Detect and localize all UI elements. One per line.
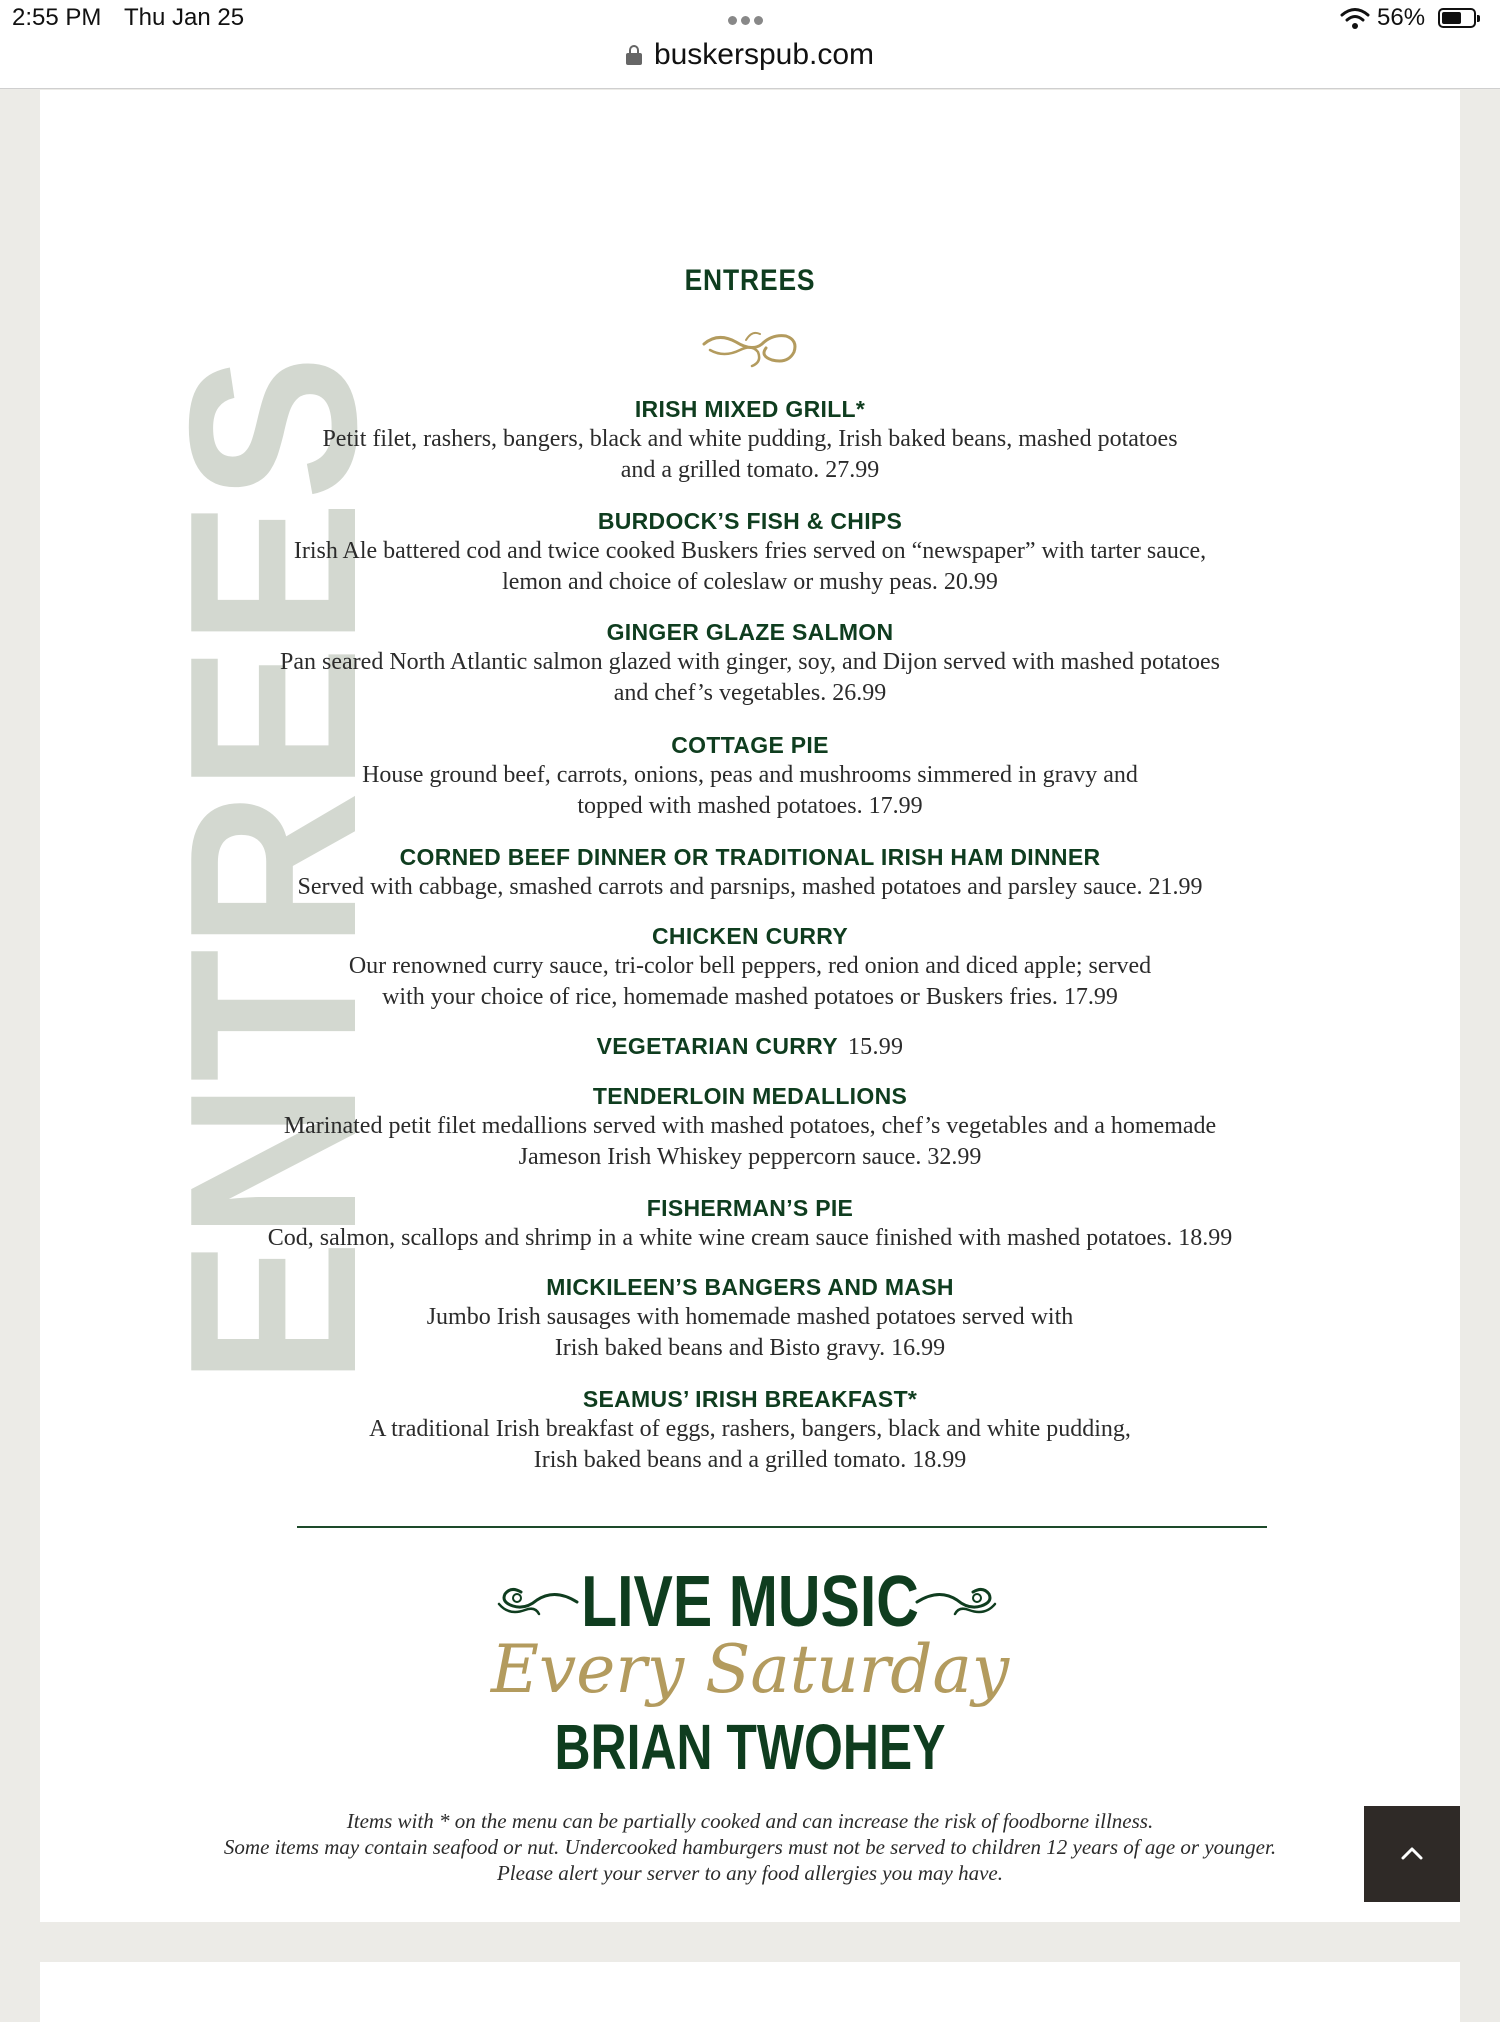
food-safety-disclaimer	[40, 1808, 1460, 1886]
menu-item	[40, 1081, 1460, 1173]
url-text[interactable]: buskerspub.com	[653, 38, 875, 71]
menu-item-name: GINGER GLAZE SALMON	[606, 619, 894, 645]
menu-item-name: BURDOCK’S FISH & CHIPS	[597, 508, 903, 534]
menu-item-description: Served with cabbage, smashed carrots and parsnips, mashed potatoes and parsley sauce. 21.99	[297, 874, 1203, 900]
menu-item-description: Pan seared North Atlantic salmon glazed with ginger, soy, and Dijon served with mashed potatoes	[280, 649, 1220, 675]
menu-item-name: CORNED BEEF DINNER OR TRADITIONAL IRISH HAM DINNER	[399, 844, 1101, 870]
disclaimer-line: Some items may contain seafood or nut. Undercooked hamburgers must not be served to children 12 years of age or younger.	[223, 1835, 1277, 1859]
status-bar	[0, 0, 1500, 89]
menu-item-name: TENDERLOIN MEDALLIONS	[592, 1083, 908, 1109]
svg-text:ENTREES: ENTREES	[141, 260, 406, 1385]
menu-item-name	[40, 1031, 1460, 1062]
menu-item	[40, 1272, 1460, 1364]
chevron-up-icon	[1398, 1840, 1426, 1868]
menu-item-description: Jumbo Irish sausages with homemade mashed potatoes served with	[426, 1304, 1074, 1330]
section-divider	[297, 1526, 1267, 1528]
menu-item-description: Jameson Irish Whiskey peppercorn sauce. 32.99	[518, 1144, 982, 1170]
section-title: ENTREES	[684, 264, 816, 297]
lock-icon	[626, 45, 642, 65]
menu-item-description: Our renowned curry sauce, tri-color bell peppers, red onion and diced apple; served	[348, 953, 1152, 979]
menu-item	[40, 1193, 1460, 1254]
menu-page	[40, 90, 1460, 1922]
every-saturday-subhead: Every Saturday	[490, 1631, 1010, 1708]
menu-item	[40, 1031, 1460, 1062]
menu-item-description: and chef’s vegetables. 26.99	[613, 680, 887, 706]
next-menu-page	[40, 1962, 1460, 2022]
menu-item-description: Petit filet, rashers, bangers, black and white pudding, Irish baked beans, mashed potatoes	[322, 426, 1178, 452]
menu-item-description: Cod, salmon, scallops and shrimp in a white wine cream sauce finished with mashed potatoes. 18.99	[267, 1225, 1233, 1251]
menu-item-description: Irish baked beans and Bisto gravy. 16.99	[554, 1335, 946, 1361]
disclaimer-line: Please alert your server to any food allergies you may have.	[496, 1861, 1003, 1885]
performer-name: BRIAN TWOHEY	[554, 1711, 946, 1783]
more-dots-icon[interactable]	[728, 12, 772, 22]
menu-item-name-text: VEGETARIAN CURRY	[596, 1033, 838, 1059]
menu-item	[40, 730, 1460, 822]
menu-item-description: House ground beef, carrots, onions, peas and mushrooms simmered in gravy and	[362, 762, 1138, 788]
menu-item	[40, 921, 1460, 1013]
address-bar[interactable]	[0, 38, 1500, 82]
status-date: Thu Jan 25	[124, 4, 245, 31]
menu-item	[40, 617, 1460, 709]
menu-item-name: CHICKEN CURRY	[652, 923, 848, 949]
menu-item-name: COTTAGE PIE	[671, 732, 829, 758]
menu-item	[40, 1384, 1460, 1476]
battery-icon	[1438, 8, 1476, 28]
menu-item	[40, 394, 1460, 486]
menu-item-name: IRISH MIXED GRILL*	[634, 396, 866, 422]
back-to-top-button[interactable]	[1364, 1806, 1460, 1902]
menu-item-name: MICKILEEN’S BANGERS AND MASH	[546, 1274, 954, 1300]
scroll-ornament-right-icon	[915, 1584, 999, 1620]
flourish-ornament-icon	[700, 322, 800, 374]
menu-item-description: topped with mashed potatoes. 17.99	[577, 793, 923, 819]
menu-item-name: SEAMUS’ IRISH BREAKFAST*	[582, 1386, 918, 1412]
menu-item-price: 15.99	[847, 1034, 904, 1060]
entree-list	[40, 394, 1460, 1476]
menu-item-description: and a grilled tomato. 27.99	[620, 457, 880, 483]
menu-item-description: with your choice of rice, homemade mashed potatoes or Buskers fries. 17.99	[382, 984, 1118, 1010]
battery-percent: 56%	[1377, 4, 1426, 31]
menu-item-description: lemon and choice of coleslaw or mushy peas. 20.99	[502, 569, 998, 595]
status-time: 2:55 PM	[12, 4, 102, 31]
live-music-headline: LIVE MUSIC	[581, 1562, 919, 1642]
menu-item	[40, 842, 1460, 903]
wifi-icon	[1340, 6, 1370, 30]
disclaimer-line: Items with * on the menu can be partially cooked and can increase the risk of foodborne illness.	[346, 1809, 1154, 1833]
menu-item-description: Marinated petit filet medallions served with mashed potatoes, chef’s vegetables and a homemade	[283, 1113, 1217, 1139]
menu-item-name: FISHERMAN’S PIE	[646, 1195, 854, 1221]
menu-item	[40, 506, 1460, 598]
menu-item-description: Irish Ale battered cod and twice cooked Buskers fries served on “newspaper” with tarter sauce,	[293, 538, 1207, 564]
menu-item-description: Irish baked beans and a grilled tomato. 18.99	[533, 1447, 967, 1473]
menu-item-description: A traditional Irish breakfast of eggs, rashers, bangers, black and white pudding,	[369, 1416, 1131, 1442]
